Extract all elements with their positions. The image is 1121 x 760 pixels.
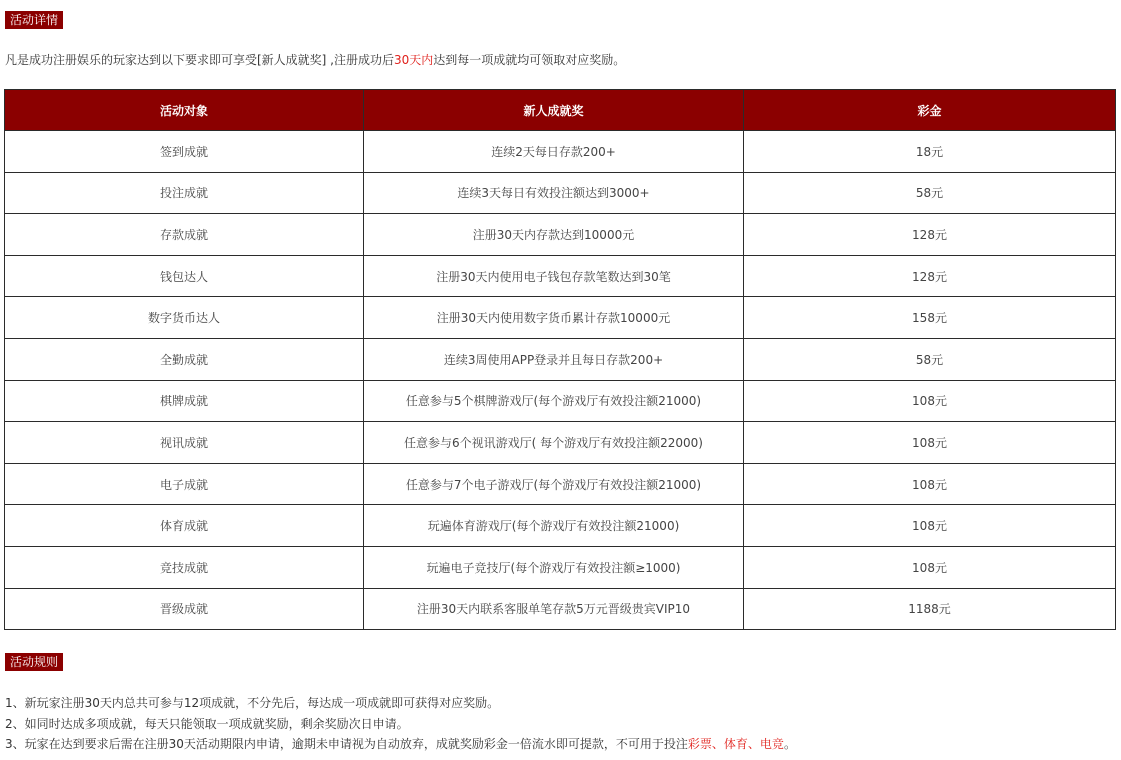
table-row	[5, 380, 1116, 422]
cell-bonus: 108元	[744, 463, 1116, 505]
table-row	[5, 214, 1116, 256]
cell-target: 钱包达人	[5, 255, 364, 297]
cell-target: 全勤成就	[5, 338, 364, 380]
cell-bonus: 18元	[744, 131, 1116, 173]
cell-bonus: 108元	[744, 505, 1116, 547]
table-row	[5, 338, 1116, 380]
table-row	[5, 505, 1116, 547]
cell-bonus: 128元	[744, 214, 1116, 256]
cell-target: 签到成就	[5, 131, 364, 173]
cell-bonus: 1188元	[744, 588, 1116, 630]
cell-target: 存款成就	[5, 214, 364, 256]
intro-text: 凡是成功注册娱乐的玩家达到以下要求即可享受[新人成就奖] ,注册成功后	[5, 53, 394, 67]
cell-target: 竞技成就	[5, 546, 364, 588]
table-row	[5, 172, 1116, 214]
cell-achievement: 任意参与5个棋牌游戏厅(每个游戏厅有效投注额21000)	[364, 380, 744, 422]
table-row	[5, 463, 1116, 505]
table-row	[5, 131, 1116, 173]
cell-target: 视讯成就	[5, 422, 364, 464]
rule-item	[5, 734, 796, 755]
activity-details-label: 活动详情	[5, 11, 63, 29]
rule-item: 1、新玩家注册30天内总共可参与12项成就，不分先后，每达成一项成就即可获得对应奖励。	[5, 696, 500, 710]
cell-achievement: 注册30天内使用电子钱包存款笔数达到30笔	[364, 255, 744, 297]
rule-text-end: 。	[783, 737, 796, 751]
rewards-table	[4, 89, 1116, 630]
activity-rules-label: 活动规则	[5, 653, 63, 671]
cell-bonus: 108元	[744, 546, 1116, 588]
cell-bonus: 58元	[744, 172, 1116, 214]
rule-text: 3、玩家在达到要求后需在注册30天活动期限内申请，逾期未申请视为自动放弃，成就奖励彩金一倍流水即可提款，不可用于投注	[5, 737, 688, 751]
cell-achievement: 注册30天内使用数字货币累计存款10000元	[364, 297, 744, 339]
cell-target: 电子成就	[5, 463, 364, 505]
rule-highlight: 彩票、体育、电竞	[687, 737, 784, 751]
rewards-table-header	[5, 90, 1116, 131]
cell-bonus: 128元	[744, 255, 1116, 297]
rewards-table-body	[5, 131, 1116, 630]
header-row	[5, 90, 1116, 131]
cell-achievement: 注册30天内联系客服单笔存款5万元晋级贵宾VIP10	[364, 588, 744, 630]
cell-bonus: 108元	[744, 380, 1116, 422]
cell-achievement: 注册30天内存款达到10000元	[364, 214, 744, 256]
table-row	[5, 255, 1116, 297]
column-header-bonus: 彩金	[744, 90, 1116, 131]
intro-text-end: 达到每一项成就均可领取对应奖励。	[433, 53, 626, 67]
cell-target: 棋牌成就	[5, 380, 364, 422]
column-header-target: 活动对象	[5, 90, 364, 131]
rules-list	[5, 693, 796, 755]
cell-achievement: 玩遍体育游戏厅(每个游戏厅有效投注额21000)	[364, 505, 744, 547]
cell-bonus: 158元	[744, 297, 1116, 339]
table-row	[5, 546, 1116, 588]
cell-achievement: 连续3周使用APP登录并且每日存款200+	[364, 338, 744, 380]
rule-item: 2、如同时达成多项成就，每天只能领取一项成就奖励，剩余奖励次日申请。	[5, 716, 409, 731]
intro-highlight: 30天内	[394, 53, 434, 67]
table-row	[5, 297, 1116, 339]
cell-achievement: 任意参与6个视讯游戏厅( 每个游戏厅有效投注额22000)	[364, 422, 744, 464]
column-header-achievement: 新人成就奖	[364, 90, 744, 131]
cell-target: 投注成就	[5, 172, 364, 214]
cell-target: 体育成就	[5, 505, 364, 547]
cell-target: 数字货币达人	[5, 297, 364, 339]
cell-achievement: 连续2天每日存款200+	[364, 131, 744, 173]
cell-achievement: 连续3天每日有效投注额达到3000+	[364, 172, 744, 214]
cell-bonus: 108元	[744, 422, 1116, 464]
table-row	[5, 588, 1116, 630]
cell-achievement: 玩遍电子竞技厅(每个游戏厅有效投注额≥1000)	[364, 546, 744, 588]
table-row	[5, 422, 1116, 464]
cell-achievement: 任意参与7个电子游戏厅(每个游戏厅有效投注额21000)	[364, 463, 744, 505]
intro-paragraph	[5, 51, 625, 69]
cell-bonus: 58元	[744, 338, 1116, 380]
cell-target: 晋级成就	[5, 588, 364, 630]
